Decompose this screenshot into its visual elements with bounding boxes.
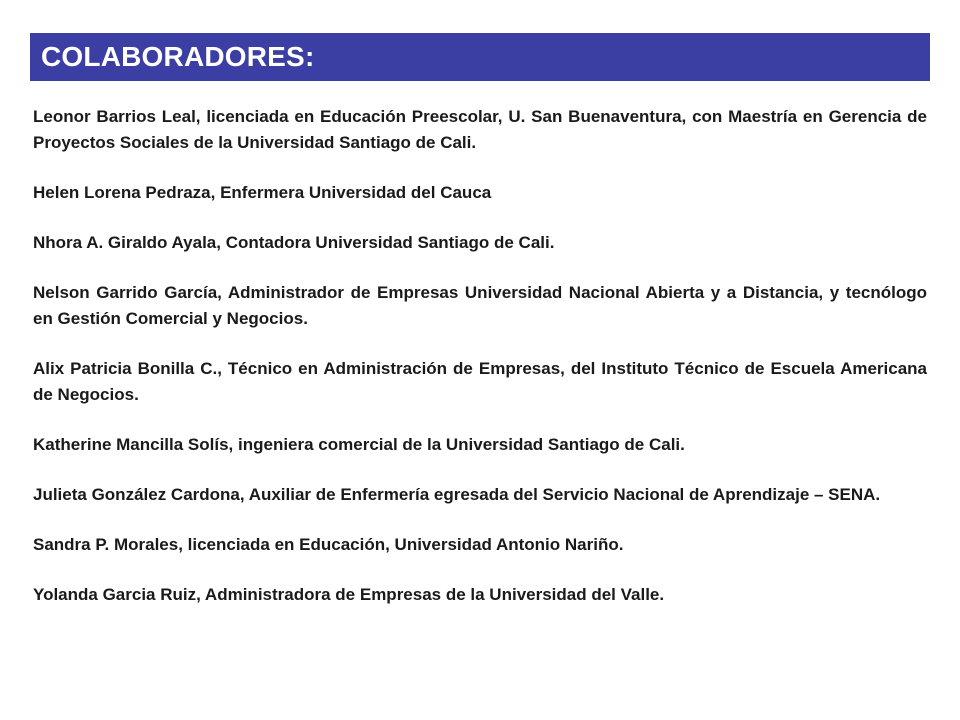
collaborators-list — [33, 104, 927, 608]
collaborator-entry: Alix Patricia Bonilla C., Técnico en Administración de Empresas, del Instituto Técnico de Escuela Americana de Negocios. — [33, 359, 927, 404]
collaborator-entry: Nelson Garrido García, Administrador de Empresas Universidad Nacional Abierta y a Distancia, y tecnólogo en Gestión Comercial y Negocios. — [33, 283, 927, 328]
title-banner — [30, 33, 930, 81]
collaborator-entry: Nhora A. Giraldo Ayala, Contadora Universidad Santiago de Cali. — [33, 233, 555, 252]
collaborator-entry: Katherine Mancilla Solís, ingeniera comercial de la Universidad Santiago de Cali. — [33, 435, 685, 454]
collaborator-entry: Sandra P. Morales, licenciada en Educación, Universidad Antonio Nariño. — [33, 535, 624, 554]
page-title: COLABORADORES: — [41, 41, 315, 72]
collaborator-entry: Julieta González Cardona, Auxiliar de Enfermería egresada del Servicio Nacional de Aprendizaje – SENA. — [33, 485, 881, 504]
collaborator-entry: Leonor Barrios Leal, licenciada en Educación Preescolar, U. San Buenaventura, con Maestría en Gerencia de Proyectos Sociales de la Universidad Santiago de Cali. — [33, 107, 927, 152]
collaborator-entry: Helen Lorena Pedraza, Enfermera Universidad del Cauca — [33, 183, 492, 202]
collaborator-entry: Yolanda Garcia Ruiz, Administradora de Empresas de la Universidad del Valle. — [33, 585, 665, 604]
